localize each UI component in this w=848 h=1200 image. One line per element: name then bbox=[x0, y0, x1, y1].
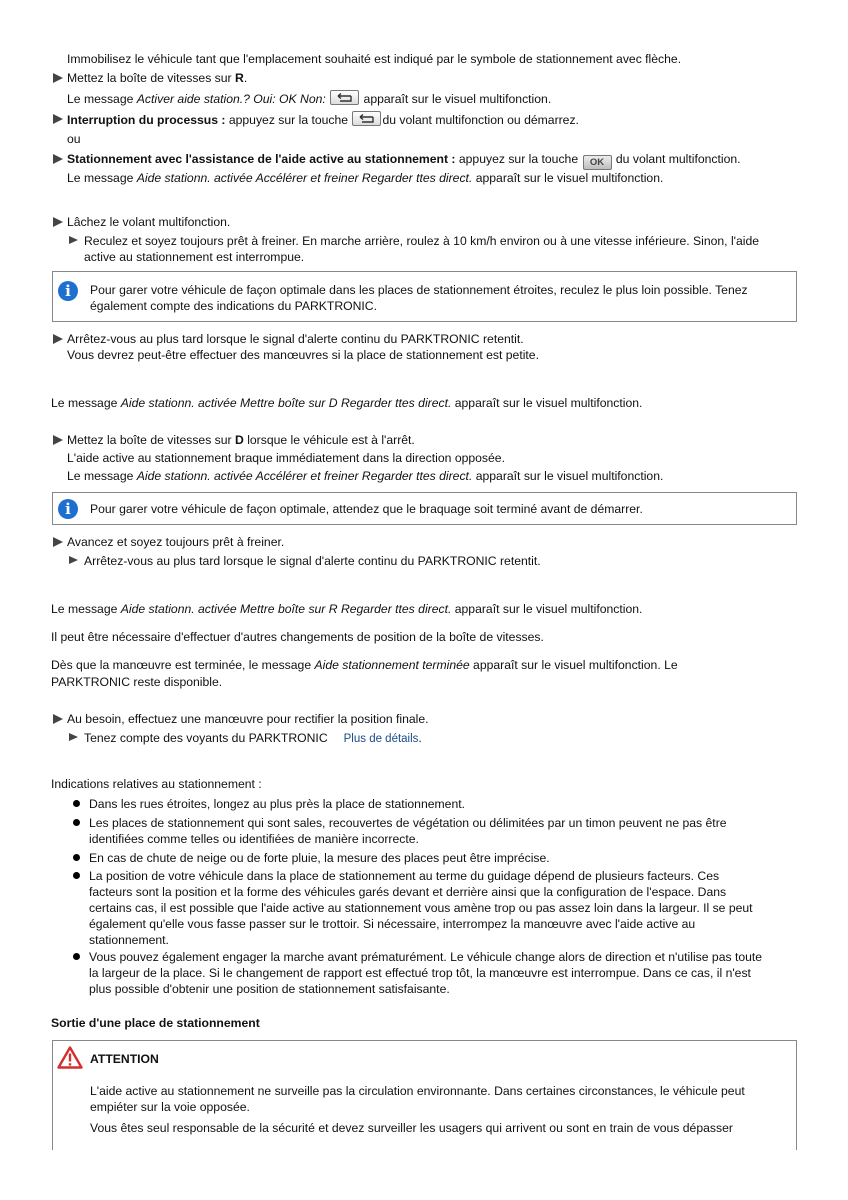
info-text: Pour garer votre véhicule de façon optimale, attendez que le braquage soit terminé avant de démarrer. bbox=[90, 502, 643, 516]
paragraph-text: PARKTRONIC reste disponible. bbox=[51, 675, 223, 689]
bullet-icon bbox=[73, 819, 80, 826]
step-arrow-icon bbox=[53, 217, 63, 227]
info-text: également compte des indications du PARKTRONIC. bbox=[90, 299, 377, 313]
step-arrow-icon bbox=[53, 114, 63, 124]
step-note: L'aide active au stationnement braque immédiatement dans la direction opposée. bbox=[67, 451, 505, 465]
message-text: Le message Aide stationn. activée Mettre boîte sur D Regarder ttes direct. apparaît sur le visuel multifonction. bbox=[51, 396, 643, 410]
step-release-wheel: Lâchez le volant multifonction. bbox=[67, 215, 231, 229]
bullet-icon bbox=[73, 800, 80, 807]
list-item: plus possible d'obtenir une position de stationnement satisfaisante. bbox=[89, 982, 450, 996]
list-item: identifiées comme telles ou identifiées de manière incorrecte. bbox=[89, 832, 419, 846]
or-text: ou bbox=[67, 132, 81, 146]
step-arrow-icon bbox=[53, 714, 63, 724]
list-item: facteurs sont la position et la forme des véhicules garés devant et derrière ainsi que la configuration de l'espace. Dans bbox=[89, 885, 727, 899]
step-arrow-icon bbox=[53, 73, 63, 83]
info-box bbox=[52, 271, 797, 322]
step-gear-r: Mettez la boîte de vitesses sur R. bbox=[67, 71, 248, 85]
warning-text: L'aide active au stationnement ne surveille pas la circulation environnante. Dans certaines circonstances, le véhicule peut bbox=[90, 1084, 745, 1098]
message-text: Le message Aide stationn. activée Accélérer et freiner Regarder ttes direct. apparaît sur le visuel multifonction. bbox=[67, 469, 664, 483]
list-item: La position de votre véhicule dans la place de stationnement au terme du guidage dépend de plusieurs facteurs. Ces bbox=[89, 869, 720, 883]
warning-text: empiéter sur la voie opposée. bbox=[90, 1100, 250, 1114]
list-item: certains cas, il est possible que l'aide active au stationnement vous amène trop ou pas assez loin dans la largeur. Il se peut bbox=[89, 901, 753, 915]
substep-text: Arrêtez-vous au plus tard lorsque le signal d'alerte continu du PARKTRONIC retentit. bbox=[84, 554, 541, 568]
bullet-icon bbox=[73, 854, 80, 861]
list-item: En cas de chute de neige ou de forte pluie, la mesure des places peut être imprécise. bbox=[89, 851, 550, 865]
list-item: la largeur de la place. Si le changement de rapport est effectué trop tôt, la manœuvre est interrompue. Dans ce cas, il n'est bbox=[89, 966, 751, 980]
step-gear-d: Mettez la boîte de vitesses sur D lorsque le véhicule est à l'arrêt. bbox=[67, 433, 415, 447]
step-arrow-icon bbox=[53, 537, 63, 547]
paragraph-text: Il peut être nécessaire d'effectuer d'autres changements de position de la boîte de vitesses. bbox=[51, 630, 544, 644]
info-icon: i bbox=[58, 499, 78, 519]
section-intro: Indications relatives au stationnement : bbox=[51, 777, 262, 791]
substep-text: Tenez compte des voyants du PARKTRONIC Plus de détails. bbox=[84, 731, 422, 745]
bullet-icon bbox=[73, 872, 80, 879]
warning-triangle-icon bbox=[57, 1046, 83, 1069]
list-item: Dans les rues étroites, longez au plus près la place de stationnement. bbox=[89, 797, 465, 811]
step-arrow-icon bbox=[53, 435, 63, 445]
message-text: Le message Aide stationn. activée Mettre boîte sur R Regarder ttes direct. apparaît sur le visuel multifonction. bbox=[51, 602, 643, 616]
back-key-icon bbox=[352, 111, 381, 126]
list-item: stationnement. bbox=[89, 933, 169, 947]
list-item: également qu'elle vous fasse passer sur le trottoir. Si nécessaire, interrompez la manœuvre avec l'aide active au bbox=[89, 917, 696, 931]
bullet-icon bbox=[73, 953, 80, 960]
info-text: Pour garer votre véhicule de façon optimale dans les places de stationnement étroites, reculez le plus loin possible. Tenez bbox=[90, 283, 748, 297]
section-heading: Sortie d'une place de stationnement bbox=[51, 1016, 260, 1030]
info-box bbox=[52, 492, 797, 525]
step-arrow-icon bbox=[53, 334, 63, 344]
instruction-text: Immobilisez le véhicule tant que l'emplacement souhaité est indiqué par le symbole de stationnement avec flèche. bbox=[67, 52, 682, 66]
substep-arrow-icon bbox=[69, 733, 78, 741]
step-correction: Au besoin, effectuez une manœuvre pour rectifier la position finale. bbox=[67, 712, 429, 726]
info-icon: i bbox=[58, 281, 78, 301]
warning-text: Vous êtes seul responsable de la sécurité et devez surveiller les usagers qui arrivent ou sont en train de vous dépasser bbox=[90, 1121, 733, 1135]
substep-arrow-icon bbox=[69, 556, 78, 564]
step-advance: Avancez et soyez toujours prêt à freiner. bbox=[67, 535, 285, 549]
step-activate-assist: Stationnement avec l'assistance de l'aide active au stationnement : appuyez sur la touche OK du volant multifonction. bbox=[67, 152, 741, 168]
message-text: Le message Aide stationn. activée Accélérer et freiner Regarder ttes direct. apparaît sur le visuel multifonction. bbox=[67, 171, 664, 185]
substep-text: Reculez et soyez toujours prêt à freiner. En marche arrière, roulez à 10 km/h environ ou à une vitesse inférieure. Sinon, l'aide bbox=[84, 234, 760, 248]
step-arrow-icon bbox=[53, 154, 63, 164]
back-key-icon bbox=[330, 90, 359, 105]
substep-arrow-icon bbox=[69, 236, 78, 244]
list-item: Vous pouvez également engager la marche avant prématurément. Le véhicule change alors de direction et n'utilise pas toute bbox=[89, 950, 763, 964]
list-item: Les places de stationnement qui sont sales, recouvertes de végétation ou délimitées par un timon peuvent ne pas être bbox=[89, 816, 727, 830]
step-note: Vous devrez peut-être effectuer des manœuvres si la place de stationnement est petite. bbox=[67, 348, 539, 362]
more-details-link[interactable]: Plus de détails bbox=[343, 733, 419, 745]
substep-text: active au stationnement est interrompue. bbox=[84, 250, 305, 264]
step-interruption: Interruption du processus : appuyez sur la touche du volant multifonction ou démarrez. bbox=[67, 113, 579, 127]
paragraph-text: Dès que la manœuvre est terminée, le message Aide stationnement terminée apparaît sur le visuel multifonction. Le bbox=[51, 658, 678, 672]
warning-title: ATTENTION bbox=[90, 1052, 159, 1066]
warning-box bbox=[52, 1040, 797, 1150]
step-stop-signal: Arrêtez-vous au plus tard lorsque le signal d'alerte continu du PARKTRONIC retentit. bbox=[67, 332, 524, 346]
message-text: Le message Activer aide station.? Oui: OK Non: apparaît sur le visuel multifonction. bbox=[67, 92, 552, 106]
ok-key-icon: OK bbox=[583, 155, 612, 170]
